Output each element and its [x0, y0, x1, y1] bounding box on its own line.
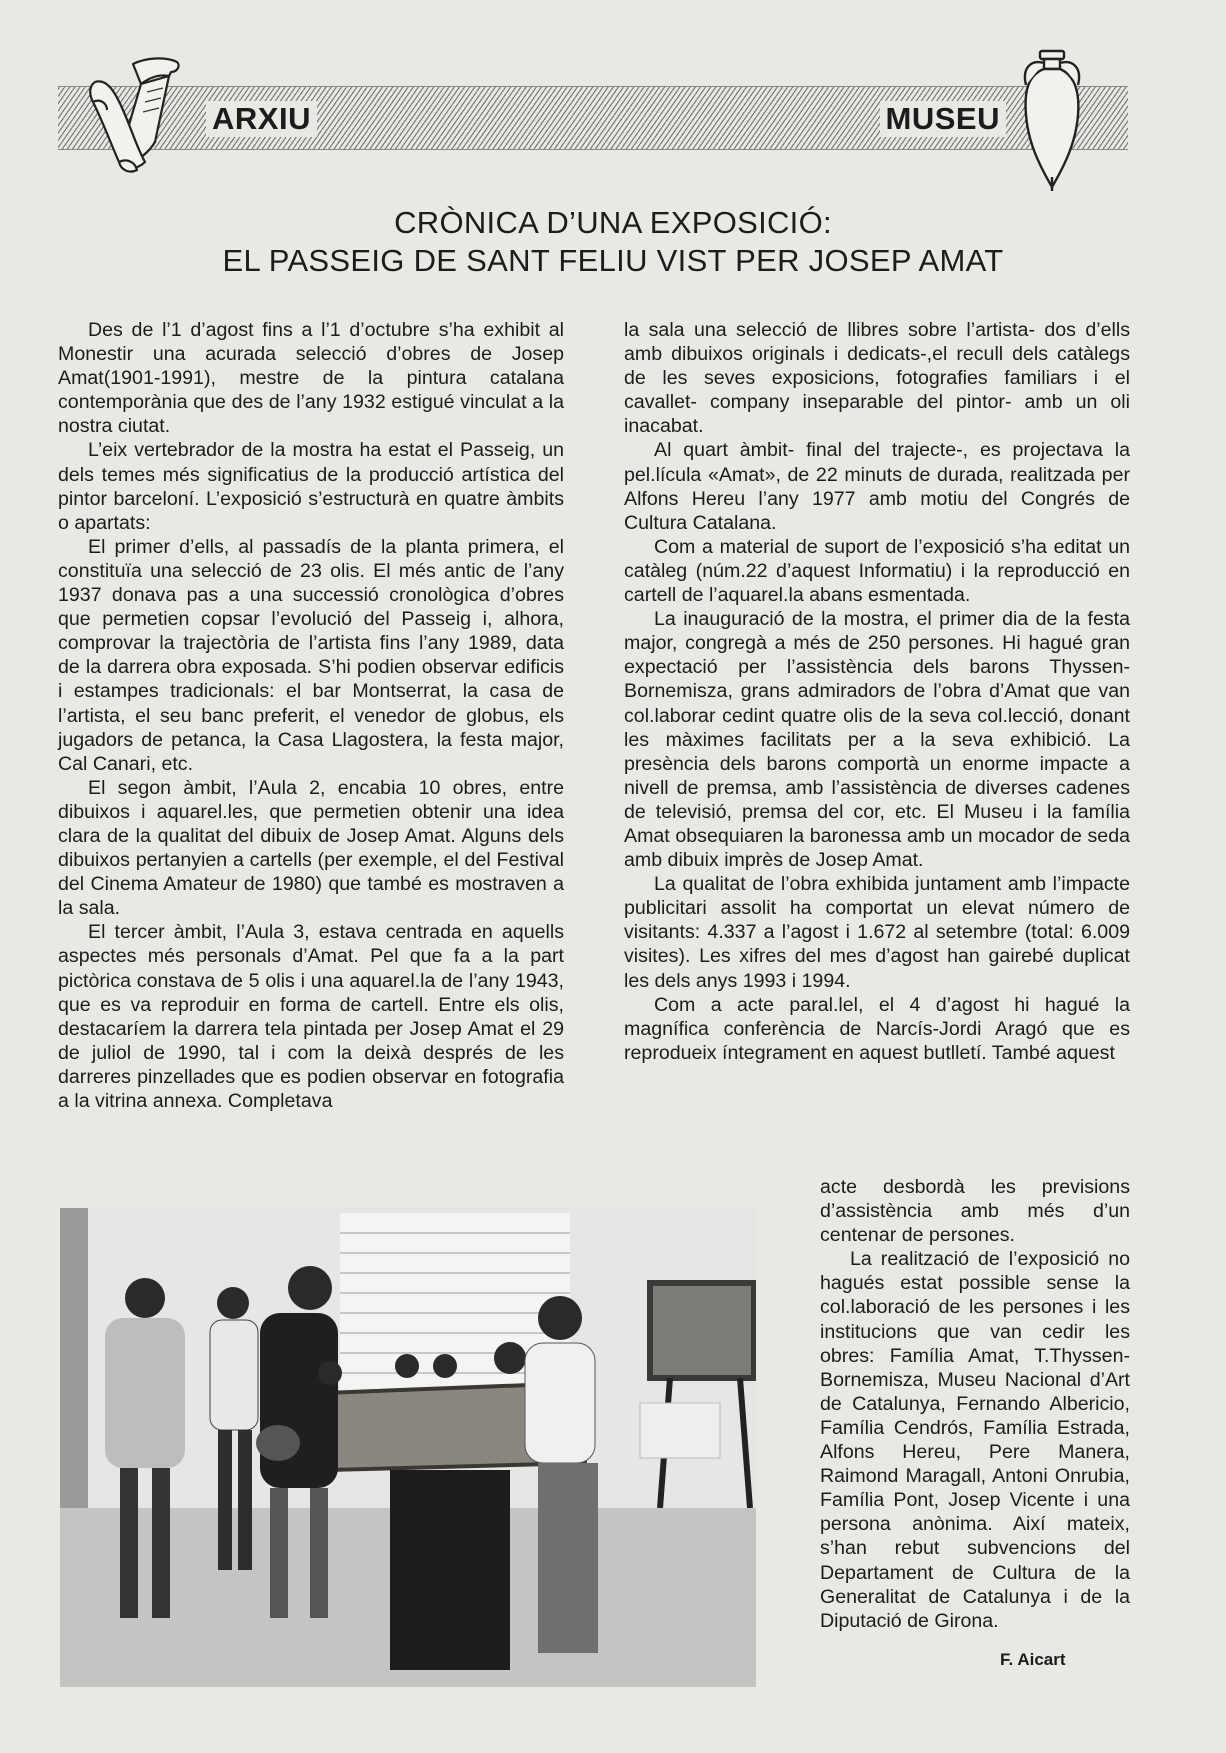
- archive-label: ARXIU: [206, 101, 317, 137]
- museum-label: MUSEU: [880, 101, 1006, 137]
- scroll-icon: [85, 52, 185, 177]
- article-right-column: [624, 318, 1130, 1065]
- paragraph: Des de l’1 d’agost fins a l’1 d’octubre s’ha exhibit al Monestir una acurada selecció d’obres de Josep Amat(1901-1991), mestre de la pintura catalana contemporània que des de l’any 1932 estigué vinculat a la nostra ciutat.: [58, 319, 564, 438]
- paragraph: El segon àmbit, l’Aula 2, encabia 10 obres, entre dibuixos i aquarel.les, que permetien obtenir una idea clara de la qualitat del dibuix de Josep Amat. Alguns dels dibuixos pertanyien a cartells (per exemple, el del Festival del Cinema Amateur de 1980) que també es mostraven a la sala.: [58, 776, 564, 920]
- article-title-line-1: CRÒNICA D’UNA EXPOSICIÓ:: [394, 205, 832, 240]
- paragraph: La realització de l’exposició no hagués estat possible sense la col.laboració de les persones i les institucions que van cedir les obres: Família Amat, T.Thyssen-Bornemisza, Museu Nacional d’Art de Catalunya, Fernando Albericio, Família Cendrós, Família Estrada, Alfons Hereu, Pere Manera, Raimond Maragall, Antoni Onrubia, Família Pont, Josep Vicente i una persona anònima. Així mateix, s’han rebut subvencions del Departament de Cultura de la Generalitat de Catalunya i de la Diputació de Girona.: [820, 1248, 1130, 1632]
- paragraph: acte desbordà les previsions d’assistència amb més d’un centenar de persones.: [820, 1176, 1130, 1247]
- article-title-line-2: EL PASSEIG DE SANT FELIU VIST PER JOSEP AMAT: [222, 243, 1004, 278]
- paragraph: Com a acte paral.lel, el 4 d’agost hi hagué la magnífica conferència de Narcís-Jordi Aragó que es reprodueix íntegrament en aquest butlletí. També aquest: [624, 993, 1130, 1064]
- paragraph: la sala una selecció de llibres sobre l’artista- dos d’ells amb dibuixos originals i dedicats-,el recull dels catàlegs de les seves exposicions, fotografies familiars i el cavallet- company inseparable del pintor- amb un oli inacabat.: [624, 319, 1130, 438]
- article-left-column: [58, 318, 564, 1113]
- paragraph: El tercer àmbit, l’Aula 3, estava centrada en aquells aspectes més personals d’Amat. Pel que fa a la part pictòrica constava de 5 olis i una aquarel.la de l’any 1943, que es va reproduir en forma de cartell. Entre els olis, destacaríem la darrera tela pintada per Josep Amat el 29 de juliol de 1990, tal i com la deixà després de les darreres pinzellades que es podien observar en fotografia a la vitrina annexa. Completava: [58, 921, 564, 1112]
- paragraph: La inauguració de la mostra, el primer dia de la festa major, congregà a més de 250 persones. Hi hagué gran expectació per l’assistència dels barons Thyssen-Bornemisza, grans admiradors de l’obra d’Amat que van col.laborar cedint quatre olis de la seva col.lecció, donant les màximes facilitats per a la seva exhibició. La presència dels barons comportà un enorme impacte a nivell de premsa, amb l’assistència de diverses cadenes de televisió, premsa del cor, etc. El Museu i la família Amat obsequiaren la baronessa amb un mocador de seda amb dibuix imprès de Josep Amat.: [624, 608, 1130, 872]
- paragraph: El primer d’ells, al passadís de la planta primera, el constituïa una selecció de 23 olis. El més antic de l’any 1937 donava pas a una successió cronològica d’obres que permetien copsar l’evolució del Passeig i, alhora, comprovar la trajectòria de l’artista fins l’any 1989, data de la darrera obra exposada. S’hi podien observar edificis i estampes tradicionals: el bar Montserrat, la casa de l’artista, el seu banc preferit, el venedor de globus, els jugadors de petanca, la Casa Llagostera, la festa major, Cal Canari, etc.: [58, 535, 564, 775]
- paragraph: Al quart àmbit- final del trajecte-, es projectava la pel.lícula «Amat», de 22 minuts de durada, realitzada per Alfons Hereu l’any 1977 amb motiu del Congrés de Cultura Catalana.: [624, 439, 1130, 534]
- exhibition-photo: [60, 1208, 756, 1687]
- paragraph: La qualitat de l’obra exhibida juntament amb l’impacte publicitari assolit ha comportat un elevat número de visitants: 4.337 a l’agost i 1.672 al setembre (total: 6.009 visites). Les xifres del mes d’agost han gairebé duplicat les dels anys 1993 i 1994.: [624, 873, 1130, 992]
- article-right-column-continued: [820, 1175, 1130, 1633]
- section-header-band: [58, 86, 1128, 150]
- paragraph: L’eix vertebrador de la mostra ha estat el Passeig, un dels temes més significatius de la producció artística del pintor barceloní. L’exposició s’estructurà en quatre àmbits o apartats:: [58, 439, 564, 534]
- paragraph: Com a material de suport de l’exposició s’ha editat un catàleg (núm.22 d’aquest Informatiu) i la reproducció en cartell de l’aquarel.la abans esmentada.: [624, 535, 1130, 607]
- amphora-icon: [1018, 45, 1088, 195]
- author-signature: F. Aicart: [1000, 1650, 1066, 1669]
